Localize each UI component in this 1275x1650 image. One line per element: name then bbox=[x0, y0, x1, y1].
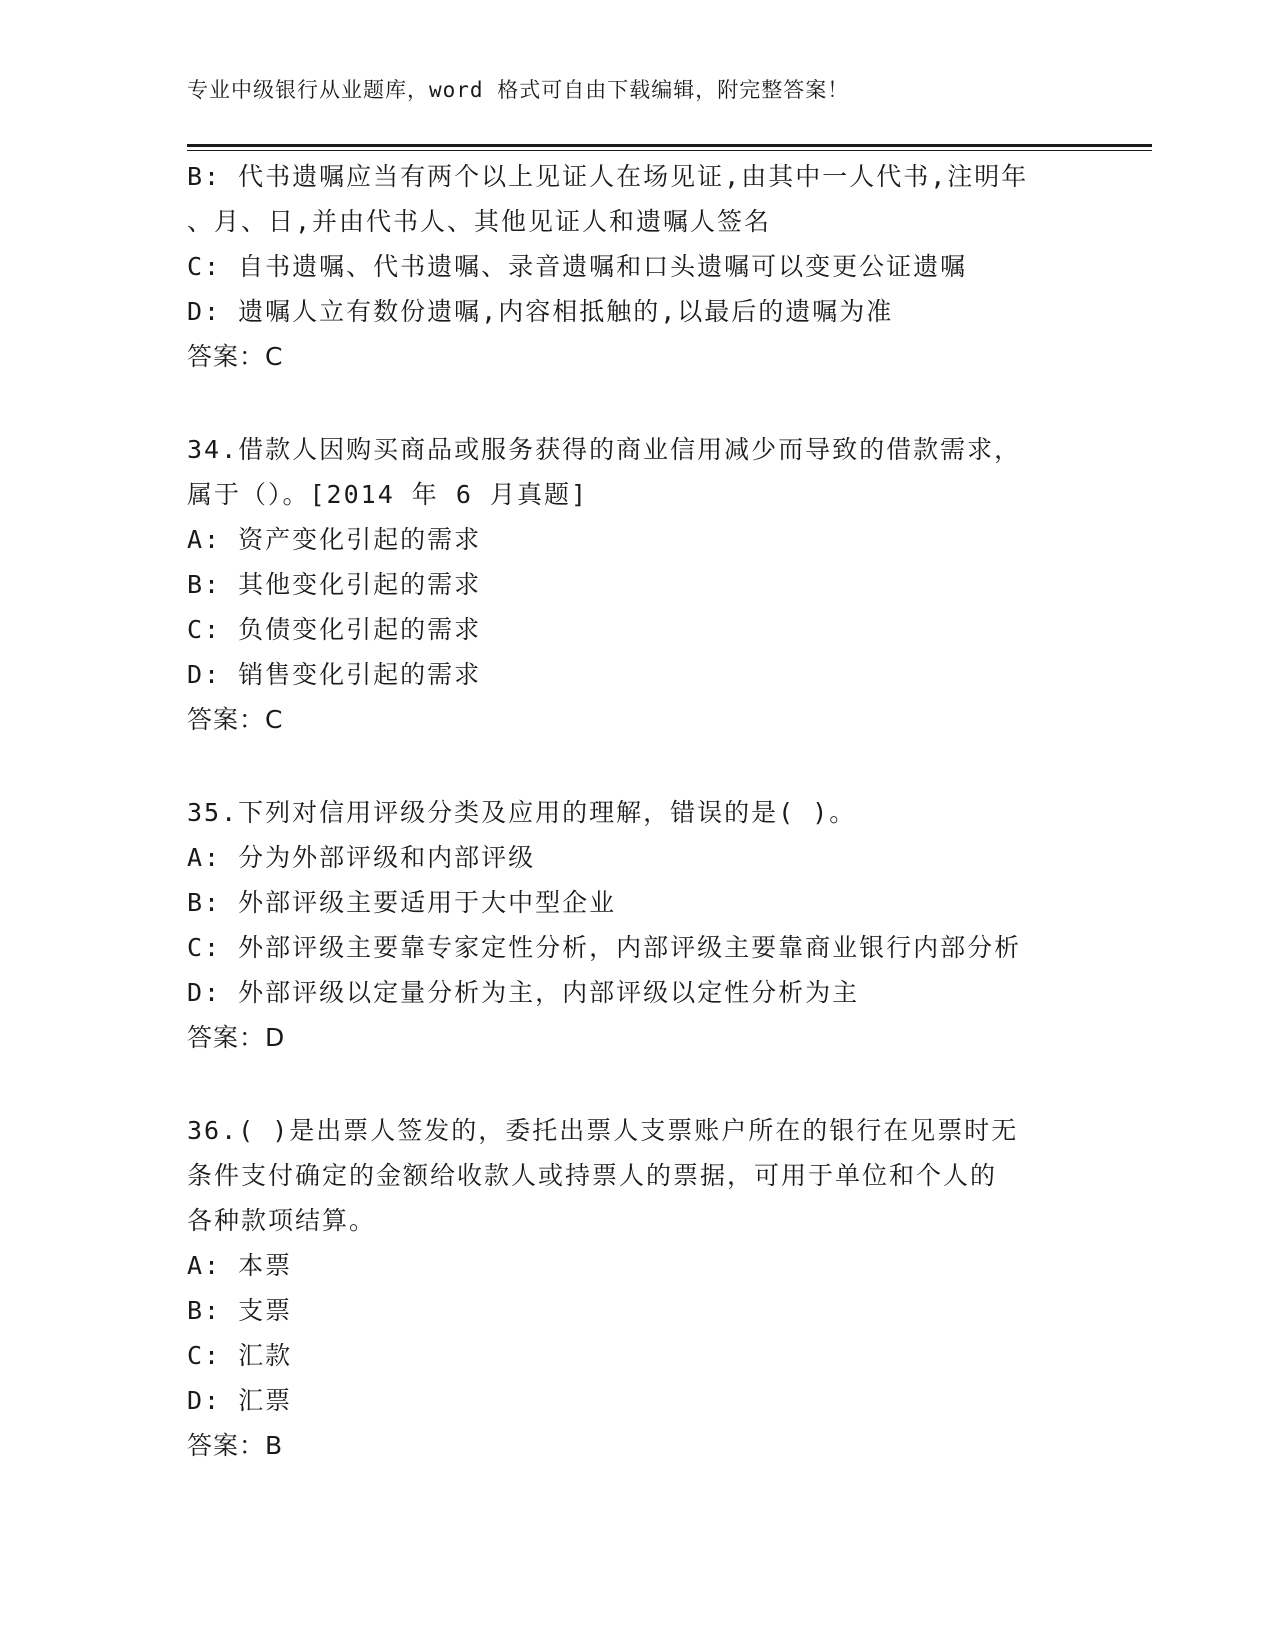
q33-option-b-cont: 、月、日,并由代书人、其他见证人和遗嘱人签名 bbox=[187, 207, 772, 236]
q33-option-c: C: 自书遗嘱、代书遗嘱、录音遗嘱和口头遗嘱可以变更公证遗嘱 bbox=[187, 252, 968, 281]
q36-stem-line-3: 各种款项结算。 bbox=[187, 1206, 377, 1235]
q34-stem-line-1: 34.借款人因购买商品或服务获得的商业信用减少而导致的借款需求， bbox=[187, 435, 1022, 464]
q33-option-d: D: 遗嘱人立有数份遗嘱,内容相抵触的,以最后的遗嘱为准 bbox=[187, 297, 894, 326]
question-35-block bbox=[187, 790, 1087, 1060]
q35-answer: 答案：D bbox=[187, 1023, 286, 1052]
page-header: 专业中级银行从业题库，word 格式可自由下载编辑，附完整答案！ bbox=[187, 78, 850, 102]
header-rule-thick bbox=[187, 144, 1152, 147]
q36-stem-line-1: 36.( )是出票人签发的，委托出票人支票账户所在的银行在见票时无 bbox=[187, 1116, 1019, 1145]
q36-option-d: D: 汇票 bbox=[187, 1386, 293, 1415]
q34-stem-line-2: 属于（）。[2014 年 6 月真题] bbox=[187, 480, 589, 509]
question-content bbox=[187, 154, 1087, 1468]
q36-answer: 答案：B bbox=[187, 1431, 284, 1460]
q35-stem: 35.下列对信用评级分类及应用的理解，错误的是( )。 bbox=[187, 798, 857, 827]
q36-option-c: C: 汇款 bbox=[187, 1341, 293, 1370]
q35-option-a: A: 分为外部评级和内部评级 bbox=[187, 843, 536, 872]
q34-option-d: D: 销售变化引起的需求 bbox=[187, 660, 482, 689]
question-36-block bbox=[187, 1108, 1087, 1468]
q36-option-b: B: 支票 bbox=[187, 1296, 293, 1325]
question-34-block bbox=[187, 427, 1087, 742]
q34-option-c: C: 负债变化引起的需求 bbox=[187, 615, 482, 644]
q35-option-d: D: 外部评级以定量分析为主，内部评级以定性分析为主 bbox=[187, 978, 860, 1007]
q34-option-b: B: 其他变化引起的需求 bbox=[187, 570, 482, 599]
q33-answer: 答案：C bbox=[187, 342, 284, 371]
q36-stem-line-2: 条件支付确定的金额给收款人或持票人的票据，可用于单位和个人的 bbox=[187, 1161, 998, 1190]
q34-answer: 答案：C bbox=[187, 705, 284, 734]
q34-option-a: A: 资产变化引起的需求 bbox=[187, 525, 482, 554]
q35-option-c: C: 外部评级主要靠专家定性分析，内部评级主要靠商业银行内部分析 bbox=[187, 933, 1022, 962]
q36-option-a: A: 本票 bbox=[187, 1251, 293, 1280]
q33-option-b: B: 代书遗嘱应当有两个以上见证人在场见证,由其中一人代书,注明年 bbox=[187, 162, 1029, 191]
header-rule-thin bbox=[187, 150, 1152, 151]
question-33-block bbox=[187, 154, 1087, 379]
q35-option-b: B: 外部评级主要适用于大中型企业 bbox=[187, 888, 617, 917]
